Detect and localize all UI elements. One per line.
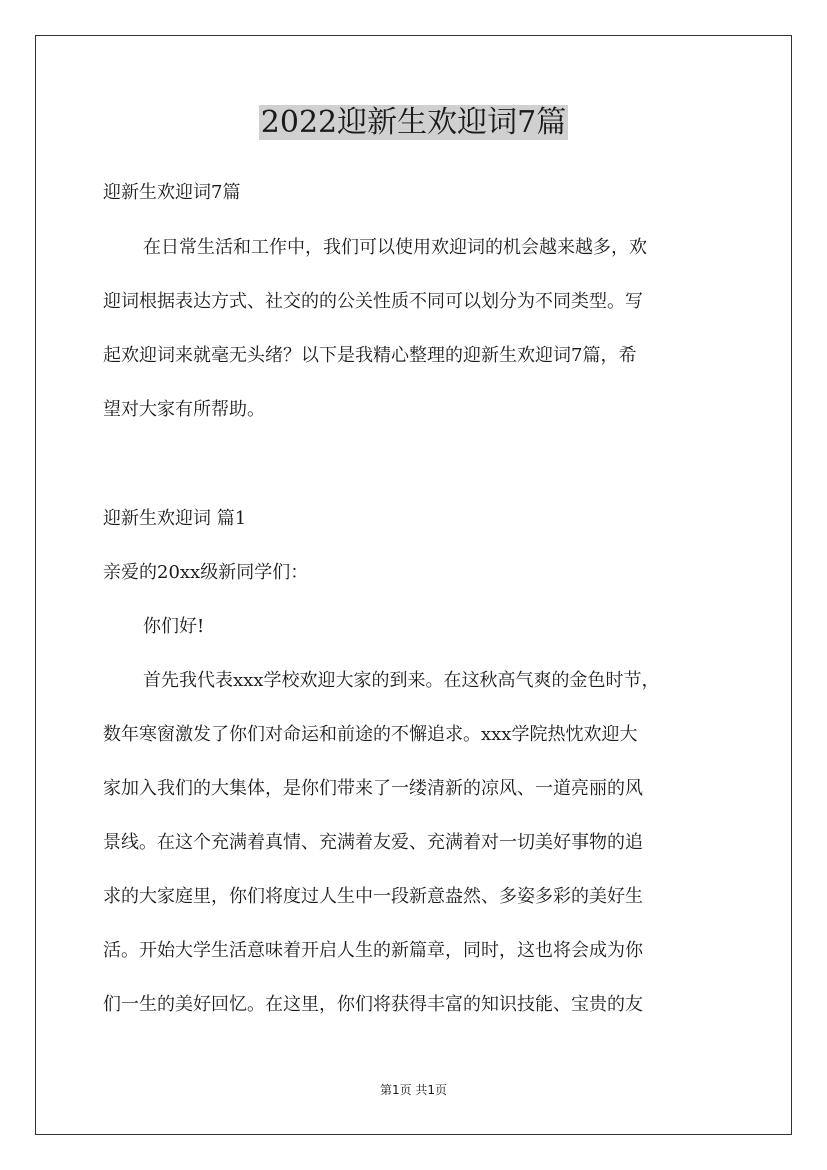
intro-paragraph bbox=[103, 221, 725, 437]
body-line: 首先我代表xxx学校欢迎大家的到来。在这秋高气爽的金色时节， bbox=[143, 670, 660, 691]
intro-line: 起欢迎词来就毫无头绪？以下是我精心整理的迎新生欢迎词7篇，希 bbox=[103, 345, 637, 366]
page-footer: 第1页 共1页 bbox=[379, 1083, 448, 1097]
intro-line: 望对大家有所帮助。 bbox=[103, 399, 265, 420]
salutation: 亲爱的20xx级新同学们： bbox=[103, 562, 309, 583]
document-title: 2022迎新生欢迎词7篇 bbox=[260, 105, 567, 140]
body-line: 景线。在这个充满着真情、充满着友爱、充满着对一切美好事物的追 bbox=[103, 832, 643, 853]
intro-line: 迎词根据表达方式、社交的的公关性质不同可以划分为不同类型。写 bbox=[103, 291, 643, 312]
body-paragraph bbox=[103, 654, 725, 1032]
body-line: 活。开始大学生活意味着开启人生的新篇章，同时，这也将会成为你 bbox=[103, 940, 643, 961]
section-heading: 迎新生欢迎词 篇1 bbox=[103, 508, 247, 529]
greeting: 你们好! bbox=[143, 616, 205, 637]
subtitle: 迎新生欢迎词7篇 bbox=[103, 182, 241, 203]
intro-line: 在日常生活和工作中，我们可以使用欢迎词的机会越来越多，欢 bbox=[143, 237, 647, 258]
body-line: 们一生的美好回忆。在这里，你们将获得丰富的知识技能、宝贵的友 bbox=[103, 994, 643, 1015]
body-line: 求的大家庭里，你们将度过人生中一段新意盎然、多姿多彩的美好生 bbox=[103, 886, 643, 907]
body-line: 数年寒窗激发了你们对命运和前途的不懈追求。xxx学院热忱欢迎大 bbox=[103, 724, 638, 745]
body-line: 家加入我们的大集体，是你们带来了一缕清新的凉风、一道亮丽的风 bbox=[103, 778, 643, 799]
